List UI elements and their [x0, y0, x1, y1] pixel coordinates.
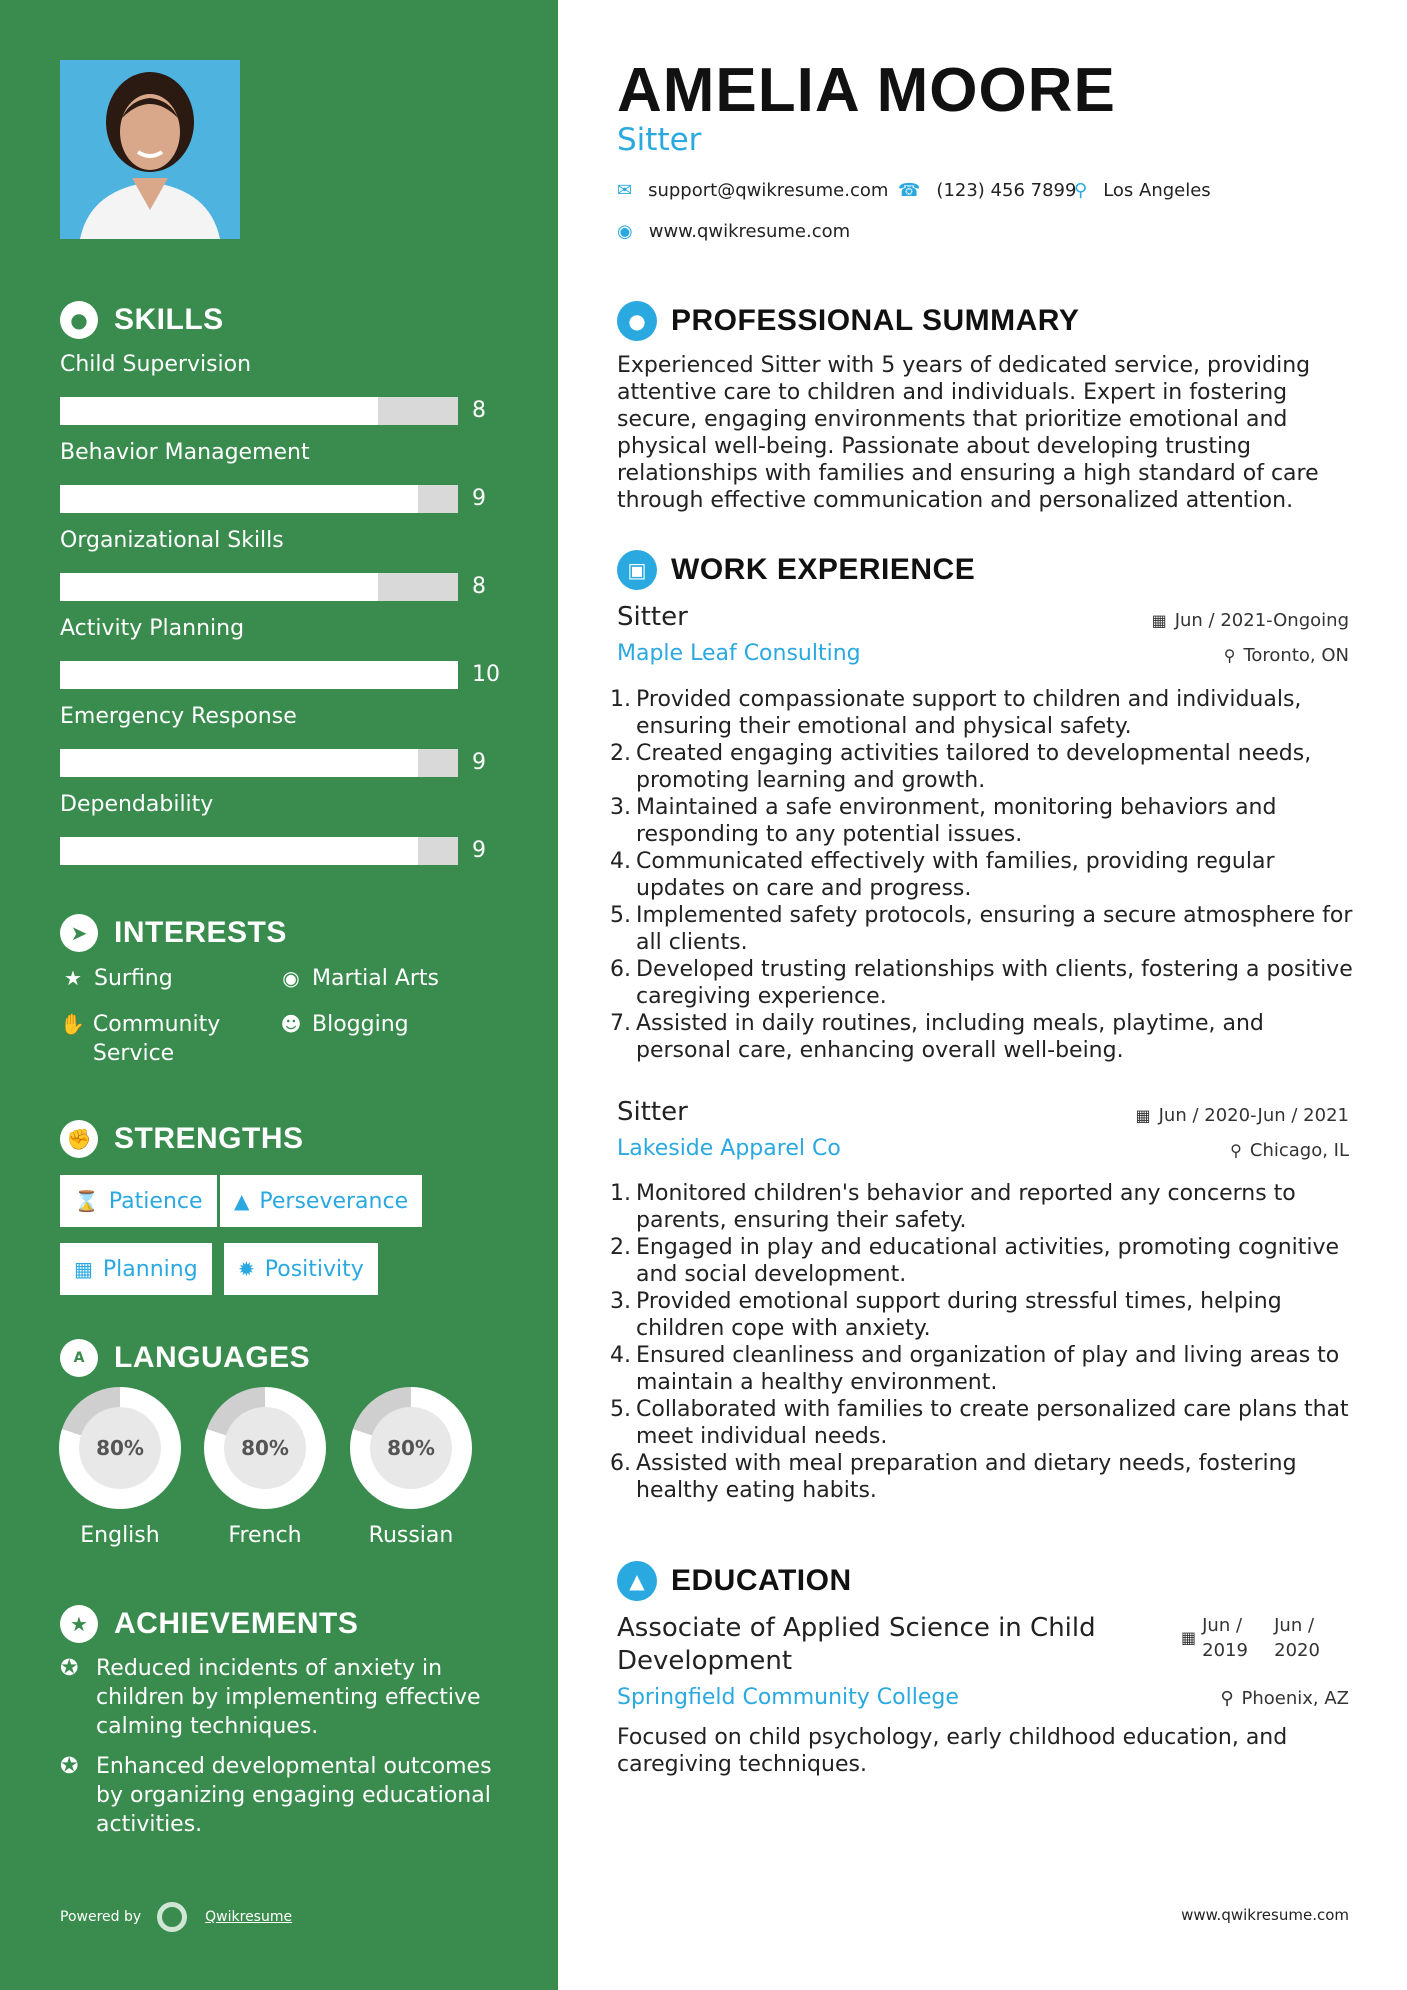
sidebar: [0, 0, 558, 1990]
star-badge-icon: ★: [60, 1605, 98, 1643]
start-month: Jun /: [1202, 1615, 1243, 1636]
end-year: 2020: [1274, 1640, 1320, 1661]
job-company: Maple Leaf Consulting: [617, 641, 861, 666]
language-item: [59, 1387, 181, 1548]
qwikresume-link[interactable]: Qwikresume: [205, 1909, 293, 1925]
languages-title: LANGUAGES: [114, 1341, 311, 1374]
strength-label: Positivity: [264, 1256, 364, 1282]
calendar-icon: ▦: [1135, 1106, 1151, 1125]
job-location-text: Toronto, ON: [1243, 645, 1349, 666]
paper-plane-icon: ➤: [60, 914, 98, 952]
language-name: Russian: [368, 1523, 454, 1548]
skill-bar-fill: [60, 837, 418, 865]
strength-tag: [60, 1243, 212, 1295]
shooting-star-icon: ✪: [60, 1656, 79, 1681]
duty-text: Monitored children's behavior and reported any concerns to parents, ensuring their safety.: [636, 1181, 1296, 1233]
duty-text: Developed trusting relationships with clients, fostering a positive caregiving experience.: [636, 957, 1353, 1009]
summary-title: PROFESSIONAL SUMMARY: [671, 304, 1080, 337]
duty-text: Communicated effectively with families, providing regular updates on care and progress.: [636, 849, 1275, 901]
skill-item: [60, 528, 530, 599]
work-heading: [617, 550, 975, 590]
contact-location: [1074, 180, 1211, 201]
phone-text: (123) 456 7899: [936, 180, 1077, 201]
phone-icon: ☎: [898, 180, 921, 201]
list-item: 1. Monitored children's behavior and reported any concerns to parents, ensuring their safety.: [610, 1180, 1355, 1234]
language-ring: [204, 1387, 326, 1509]
skill-value: 9: [472, 838, 486, 863]
website-text: www.qwikresume.com: [648, 221, 851, 242]
candidate-role: Sitter: [617, 122, 702, 158]
job-company: Lakeside Apparel Co: [617, 1136, 841, 1161]
interest-label: Blogging: [312, 1012, 409, 1037]
strength-label: Patience: [108, 1188, 203, 1214]
language-percent: 80%: [370, 1407, 452, 1489]
language-ring: [59, 1387, 181, 1509]
interest-label: Martial Arts: [312, 966, 440, 991]
skill-item: [60, 792, 530, 863]
profile-photo: [60, 60, 240, 239]
skill-bar-fill: [60, 397, 378, 425]
map-pin-icon: ⚲: [1074, 180, 1088, 201]
work-title: WORK EXPERIENCE: [671, 553, 976, 586]
language-name: French: [228, 1523, 302, 1548]
list-item: 5. Implemented safety protocols, ensuring a secure atmosphere for all clients.: [610, 902, 1355, 956]
lightbulb-icon: ●: [60, 301, 98, 339]
school-name: Springfield Community College: [617, 1685, 959, 1710]
calendar-icon: ▦: [74, 1257, 93, 1281]
skill-item: [60, 352, 530, 423]
strength-tag: [224, 1243, 378, 1295]
skill-name: Child Supervision: [60, 352, 252, 377]
calendar-icon: ▦: [1151, 611, 1167, 630]
summary-heading: [617, 301, 1079, 341]
powered-by-label: Powered by: [60, 1909, 142, 1925]
achievement-item: [60, 1752, 500, 1839]
powered-by: [60, 1902, 292, 1932]
interests-heading: [60, 914, 287, 952]
strength-label: Planning: [102, 1256, 198, 1282]
language-ring: [350, 1387, 472, 1509]
duty-text: Provided emotional support during stressful times, helping children cope with anxiety.: [636, 1289, 1282, 1341]
duty-text: Engaged in play and educational activities, promoting cognitive and social development.: [636, 1235, 1340, 1287]
strength-tag: [220, 1175, 422, 1227]
language-item: [204, 1387, 326, 1548]
candidate-name: AMELIA MOORE: [617, 56, 1116, 125]
location-text: Los Angeles: [1103, 180, 1211, 201]
skill-value: 8: [472, 574, 486, 599]
job-duties: [610, 1180, 1355, 1504]
strength-label: Perseverance: [259, 1188, 409, 1214]
job-location: [1224, 645, 1349, 666]
education-dates: [1181, 1613, 1346, 1663]
skill-bar: [60, 749, 458, 777]
skill-bar-fill: [60, 485, 418, 513]
skill-bar: [60, 485, 458, 513]
job-location: [1230, 1140, 1349, 1161]
duty-text: Ensured cleanliness and organization of play and living areas to maintain a healthy environment.: [636, 1343, 1340, 1395]
interest-item: [278, 1010, 409, 1039]
duty-text: Provided compassionate support to children and individuals, ensuring their emotional and physical safety.: [636, 687, 1302, 739]
duty-text: Created engaging activities tailored to developmental needs, promoting learning and growth.: [636, 741, 1312, 793]
list-item: 1. Provided compassionate support to children and individuals, ensuring their emotional and physical safety.: [610, 686, 1355, 740]
start-year: 2019: [1202, 1640, 1248, 1661]
list-item: 5. Collaborated with families to create personalized care plans that meet individual needs.: [610, 1396, 1355, 1450]
strengths-title: STRENGTHS: [114, 1122, 304, 1155]
duty-text: Implemented safety protocols, ensuring a secure atmosphere for all clients.: [636, 903, 1353, 955]
interest-item: [278, 964, 439, 993]
duty-text: Assisted in daily routines, including meals, playtime, and personal care, enhancing overall well-being.: [636, 1011, 1264, 1063]
qwikresume-logo-icon: [157, 1902, 187, 1932]
language-percent: 80%: [224, 1407, 306, 1489]
hand-icon: ✋: [60, 1012, 85, 1036]
user-icon: ●: [617, 301, 657, 341]
skill-item: [60, 440, 530, 511]
list-item: 2. Created engaging activities tailored to developmental needs, promoting learning and growth.: [610, 740, 1355, 794]
skill-value: 10: [472, 662, 500, 687]
duty-text: Maintained a safe environment, monitoring behaviors and responding to any potential issues.: [636, 795, 1277, 847]
job-title: Sitter: [617, 1097, 688, 1127]
email-text: support@qwikresume.com: [648, 180, 889, 201]
strength-tag: [60, 1175, 217, 1227]
graduation-cap-icon: ▲: [617, 1561, 657, 1601]
skill-item: [60, 616, 530, 687]
list-item: 2. Engaged in play and educational activities, promoting cognitive and social development.: [610, 1234, 1355, 1288]
summary-text: Experienced Sitter with 5 years of dedicated service, providing attentive care to children and individuals. Expert in fostering secure, engaging environments that prioritize emotional and physical well-being. Passionate about developing trusting relationships with families and ensuring a high standard of care through effective communication and personalized attention.: [617, 353, 1319, 513]
globe-icon: ◉: [282, 966, 300, 990]
language-item: [350, 1387, 472, 1548]
list-item: 4. Ensured cleanliness and organization of play and living areas to maintain a healthy environment.: [610, 1342, 1355, 1396]
job-date: [1135, 1105, 1349, 1126]
interests-title: INTERESTS: [114, 916, 287, 949]
footer-website[interactable]: www.qwikresume.com: [1181, 1906, 1349, 1924]
achievement-text: Reduced incidents of anxiety in children by implementing effective calming techniques.: [96, 1656, 481, 1739]
skill-bar: [60, 661, 458, 689]
skill-bar: [60, 573, 458, 601]
fist-icon: ✊: [60, 1120, 98, 1158]
duty-text: Collaborated with families to create personalized care plans that meet individual needs.: [636, 1397, 1349, 1449]
duty-text: Assisted with meal preparation and dietary needs, fostering healthy eating habits.: [636, 1451, 1297, 1503]
education-start: [1202, 1613, 1274, 1663]
contact-phone[interactable]: [898, 180, 1076, 201]
job-date-text: Jun / 2021-Ongoing: [1174, 610, 1349, 631]
list-item: 4. Communicated effectively with families, providing regular updates on care and progress.: [610, 848, 1355, 902]
skills-title: SKILLS: [114, 303, 224, 336]
achievements-heading: [60, 1605, 358, 1643]
list-item: 7. Assisted in daily routines, including meals, playtime, and personal care, enhancing overall well-being.: [610, 1010, 1355, 1064]
skill-bar: [60, 837, 458, 865]
skill-value: 9: [472, 486, 486, 511]
interest-label: Community Service: [92, 1012, 221, 1066]
job-title: Sitter: [617, 602, 688, 632]
skill-name: Behavior Management: [60, 440, 310, 465]
languages-heading: [60, 1339, 310, 1377]
job-duties: [610, 686, 1355, 1064]
users-icon: ☻: [280, 1012, 302, 1036]
language-percent: 80%: [79, 1407, 161, 1489]
skill-bar-fill: [60, 749, 418, 777]
skill-name: Emergency Response: [60, 704, 297, 729]
interest-item: [60, 964, 173, 993]
achievement-item: [60, 1654, 500, 1741]
contact-email[interactable]: [617, 180, 888, 201]
skill-bar: [60, 397, 458, 425]
skill-value: 9: [472, 750, 486, 775]
language-icon: A: [60, 1339, 98, 1377]
skill-bar-fill: [60, 661, 458, 689]
skill-name: Organizational Skills: [60, 528, 284, 553]
skill-name: Activity Planning: [60, 616, 245, 641]
language-name: English: [80, 1523, 160, 1548]
pushpin-icon: ⚲: [1220, 1688, 1234, 1709]
achievements-title: ACHIEVEMENTS: [114, 1607, 359, 1640]
skill-item: [60, 704, 530, 775]
achievement-text: Enhanced developmental outcomes by organizing engaging educational activities.: [96, 1754, 492, 1837]
envelope-icon: ✉: [617, 180, 633, 201]
strengths-heading: [60, 1120, 304, 1158]
list-item: 6. Developed trusting relationships with clients, fostering a positive caregiving experience.: [610, 956, 1355, 1010]
skills-heading: [60, 301, 224, 339]
star-icon: ★: [64, 966, 82, 990]
hourglass-icon: ⌛: [74, 1189, 99, 1213]
spinner-icon: ✹: [238, 1257, 255, 1281]
education-location-text: Phoenix, AZ: [1241, 1688, 1349, 1709]
education-title: EDUCATION: [671, 1564, 852, 1597]
pushpin-icon: ⚲: [1223, 646, 1236, 665]
job-date-text: Jun / 2020-Jun / 2021: [1158, 1105, 1349, 1126]
calendar-icon: ▦: [1181, 1628, 1197, 1647]
office-chair-icon: ▣: [617, 550, 657, 590]
shooting-star-icon: ✪: [60, 1754, 79, 1779]
end-month: Jun /: [1274, 1615, 1315, 1636]
interest-label: Surfing: [94, 966, 173, 991]
skill-name: Dependability: [60, 792, 214, 817]
list-item: 3. Maintained a safe environment, monitoring behaviors and responding to any potential issues.: [610, 794, 1355, 848]
globe-icon: ◉: [617, 221, 633, 242]
education-end: [1274, 1613, 1346, 1663]
interest-item: [60, 1010, 260, 1068]
degree-title: Associate of Applied Science in Child Development: [617, 1613, 1096, 1676]
skill-bar-fill: [60, 573, 378, 601]
job-date: [1152, 610, 1349, 631]
skill-value: 8: [472, 398, 486, 423]
list-item: 3. Provided emotional support during stressful times, helping children cope with anxiety.: [610, 1288, 1355, 1342]
education-heading: [617, 1561, 852, 1601]
education-description: Focused on child psychology, early childhood education, and caregiving techniques.: [617, 1725, 1288, 1777]
education-location: [1220, 1688, 1349, 1709]
list-item: 6. Assisted with meal preparation and dietary needs, fostering healthy eating habits.: [610, 1450, 1355, 1504]
contact-website[interactable]: [617, 221, 850, 242]
road-icon: ▲: [234, 1189, 250, 1213]
job-location-text: Chicago, IL: [1249, 1140, 1349, 1161]
pushpin-icon: ⚲: [1230, 1141, 1242, 1160]
